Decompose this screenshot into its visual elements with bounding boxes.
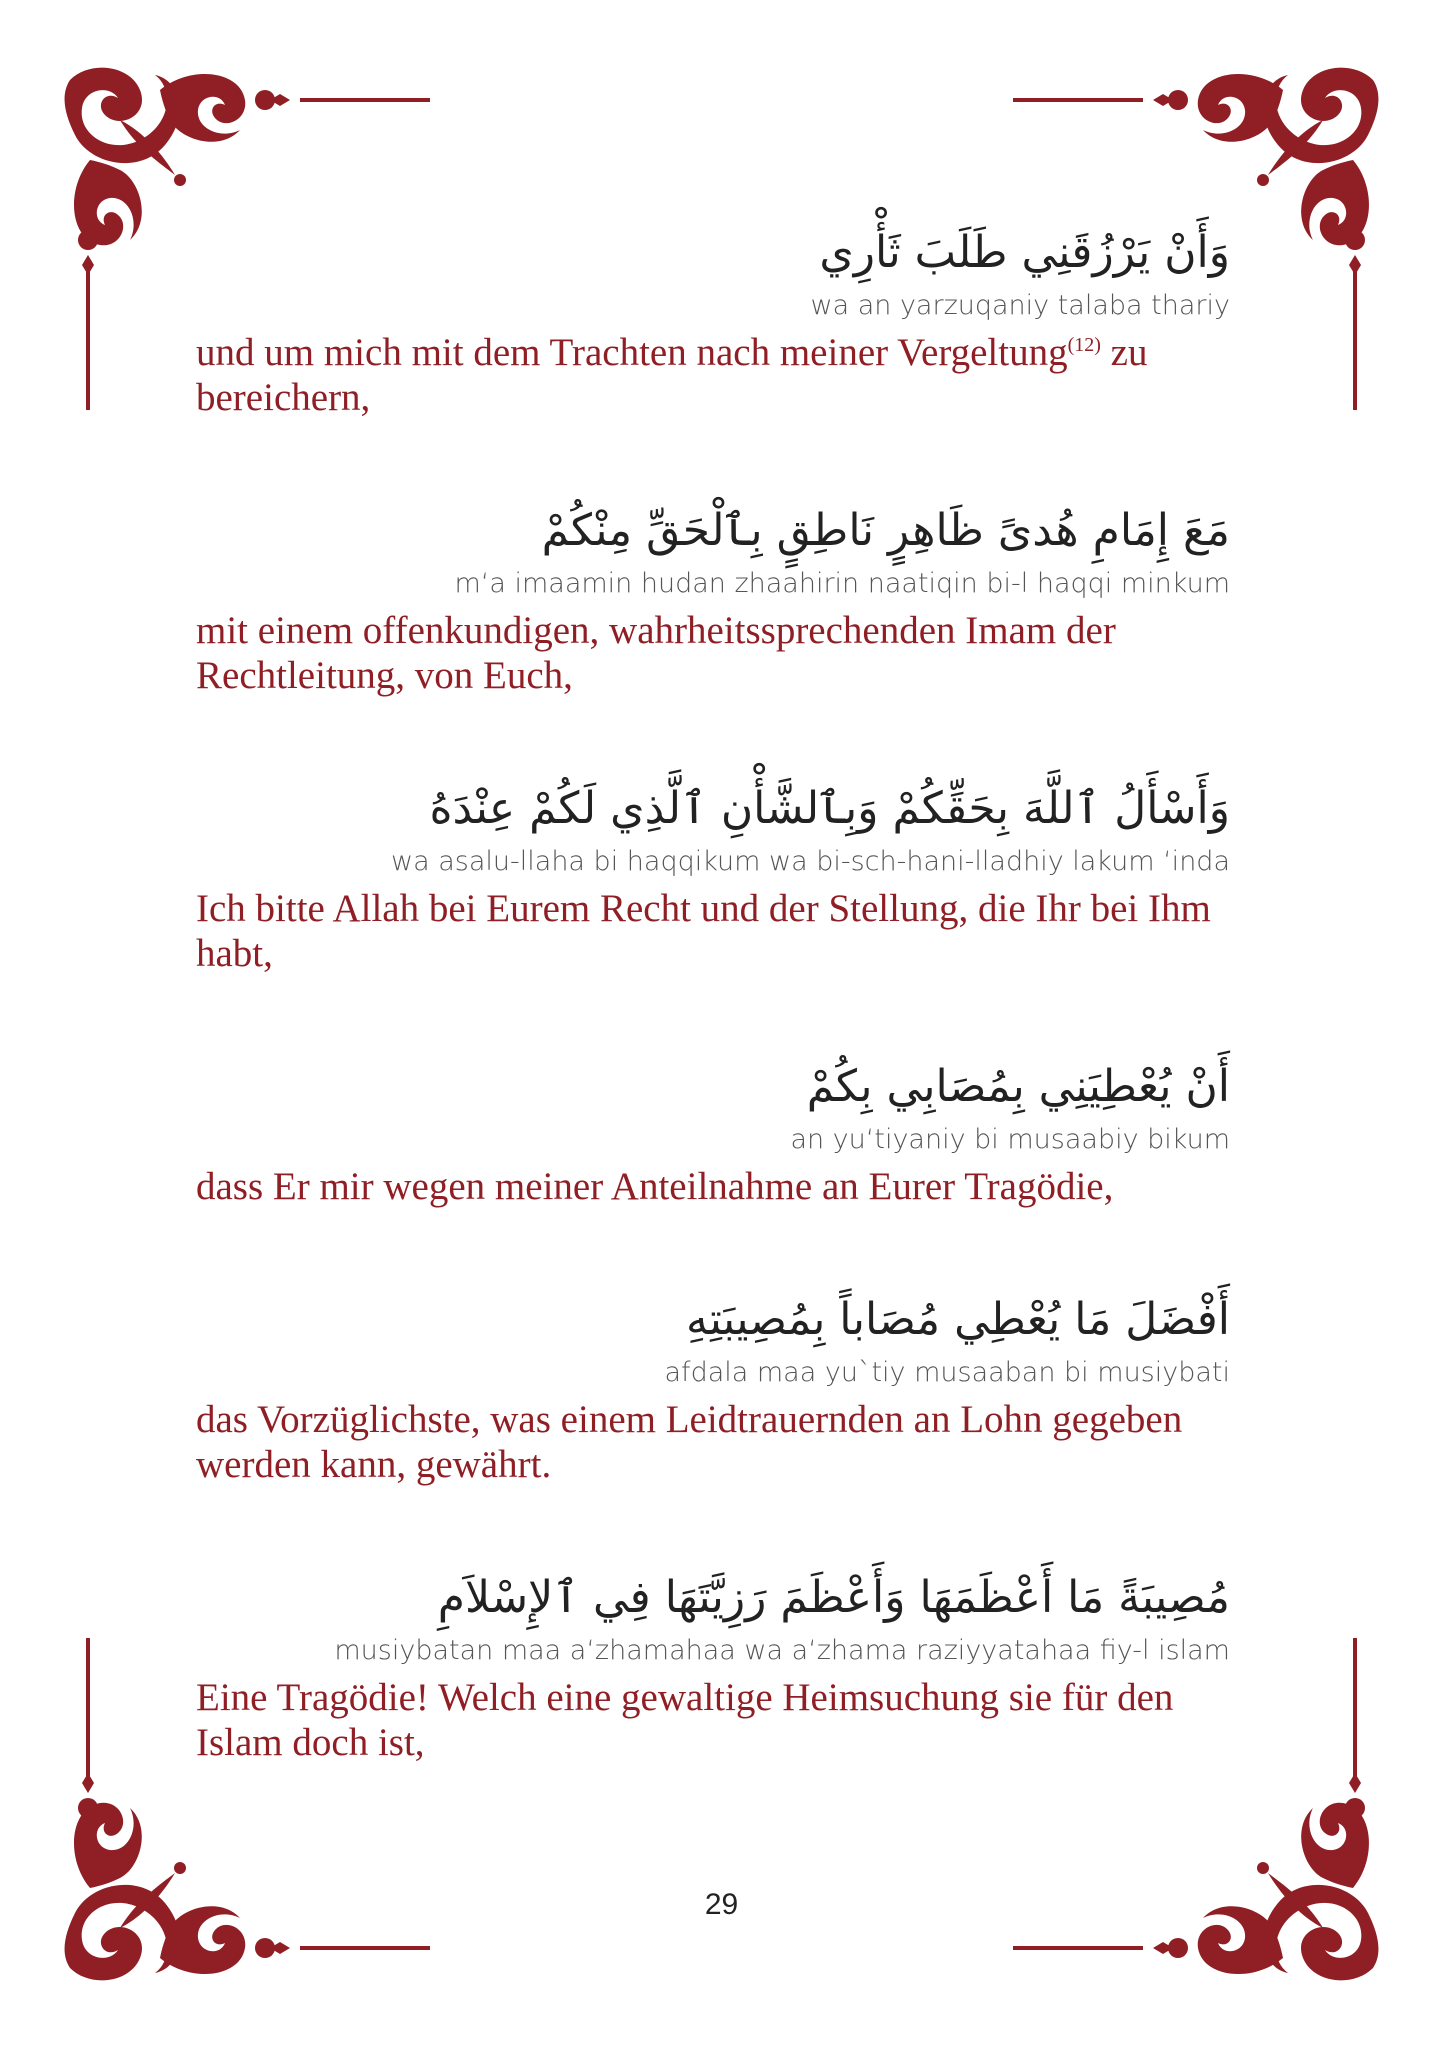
- transliteration: an yu‘tiyaniy bi musaabiy bikum: [790, 1124, 1230, 1155]
- german-translation: mit einem offenkundigen, wahrheitssprechenden Imam der Rechtleitung, von Euch,: [196, 609, 1116, 697]
- arabic-text: مُصِيبَةً مَا أَعْظَمَهَا وَأَعْظَمَ رَزِيَّتَهَا فِي ٱلإِسْلاَمِ: [437, 1572, 1230, 1623]
- page-content: [196, 220, 1230, 1843]
- german-text: und um mich mit dem Trachten nach meiner Vergeltung: [196, 331, 1068, 374]
- german-text: zu bereichern,: [196, 331, 1148, 419]
- german-translation: das Vorzüglichste, was einem Leidtrauernden an Lohn gegeben werden kann, gewährt.: [196, 1398, 1183, 1486]
- transliteration: wa an yarzuqaniy talaba thariy: [810, 290, 1230, 321]
- german-translation: [196, 330, 1230, 420]
- transliteration: m‘a imaamin hudan zhaahirin naatiqin bi-l haqqi minkum: [454, 568, 1230, 599]
- page-number: 29: [704, 1888, 739, 1921]
- arabic-text: وَأَسْأَلُ ٱللَّهَ بِحَقِّكُمْ وَبِٱلشَّأْنِ ٱلَّذِي لَكُمْ عِنْدَهُ: [429, 783, 1230, 834]
- verse-block: [196, 220, 1230, 420]
- verse-block: [196, 1287, 1230, 1487]
- arabic-text: أَفْضَلَ مَا يُعْطِي مُصَاباً بِمُصِيبَتِهِ: [686, 1294, 1230, 1345]
- arabic-text: وَأَنْ يَرْزُقَنِي طَلَبَ ثَأْرِي: [819, 227, 1230, 278]
- verse-block: [196, 1054, 1230, 1209]
- transliteration: musiybatan maa a‘zhamahaa wa a‘zhama raziyyatahaa fiy-l islam: [334, 1635, 1230, 1666]
- arabic-text: مَعَ إِمَامِ هُدىً ظَاهِرٍ نَاطِقٍ بِٱلْحَقِّ مِنْكُمْ: [541, 505, 1230, 556]
- arabic-text: أَنْ يُعْطِيَنِي بِمُصَابِي بِكُمْ: [806, 1061, 1230, 1112]
- verse-block: [196, 776, 1230, 976]
- transliteration: wa asalu-llaha bi haqqikum wa bi-sch-hani-lladhiy lakum ‘inda: [391, 846, 1230, 877]
- german-translation: Ich bitte Allah bei Eurem Recht und der Stellung, die Ihr bei Ihm habt,: [196, 887, 1211, 975]
- verse-block: [196, 1565, 1230, 1765]
- german-translation: Eine Tragödie! Welch eine gewaltige Heimsuchung sie für den Islam doch ist,: [196, 1676, 1174, 1764]
- verse-block: [196, 498, 1230, 698]
- transliteration: afdala maa yu`tiy musaaban bi musiybati: [664, 1357, 1230, 1388]
- german-translation: dass Er mir wegen meiner Anteilnahme an Eurer Tragödie,: [196, 1165, 1114, 1208]
- footnote-marker[interactable]: (12): [1067, 334, 1101, 356]
